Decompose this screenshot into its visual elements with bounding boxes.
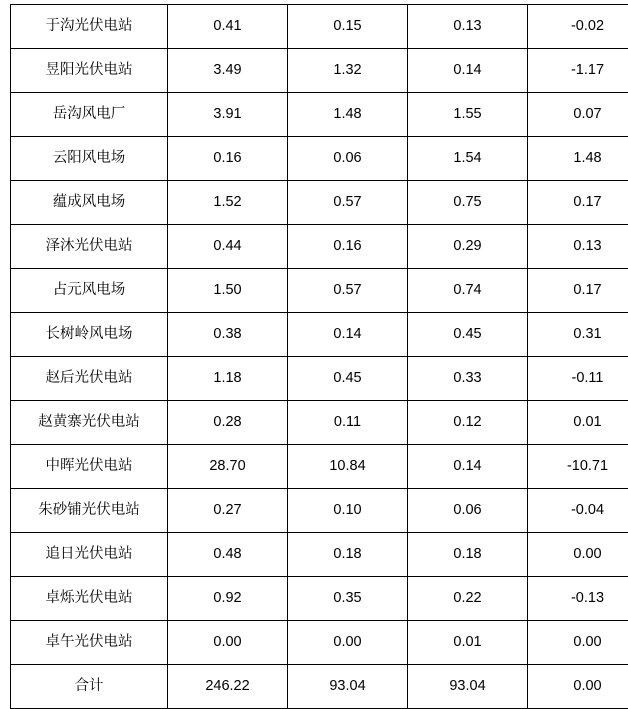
cell-value-4: 0.07 [528,93,628,137]
cell-name: 于沟光伏电站 [11,5,168,49]
cell-value-2: 0.00 [288,621,408,665]
table-row [11,401,628,445]
cell-name: 卓烁光伏电站 [11,577,168,621]
cell-value-4: -0.13 [528,577,628,621]
table-row [11,445,628,489]
cell-value-1: 0.48 [168,533,288,577]
cell-value-3: 0.12 [408,401,528,445]
cell-value-4: -0.11 [528,357,628,401]
cell-value-2: 0.15 [288,5,408,49]
cell-value-3: 0.45 [408,313,528,357]
table-row [11,49,628,93]
cell-value-3: 0.74 [408,269,528,313]
table-row [11,357,628,401]
cell-value-2: 0.16 [288,225,408,269]
cell-value-3: 0.18 [408,533,528,577]
cell-value-4: 0.01 [528,401,628,445]
cell-value-1: 0.38 [168,313,288,357]
cell-value-1: 0.28 [168,401,288,445]
cell-name: 卓午光伏电站 [11,621,168,665]
cell-value-2: 0.06 [288,137,408,181]
cell-value-3: 93.04 [408,665,528,709]
cell-name: 合计 [11,665,168,709]
table-row [11,533,628,577]
cell-name: 长树岭风电场 [11,313,168,357]
cell-name: 赵黄寨光伏电站 [11,401,168,445]
cell-value-3: 0.29 [408,225,528,269]
cell-value-1: 0.16 [168,137,288,181]
cell-name: 泽沐光伏电站 [11,225,168,269]
cell-value-2: 1.48 [288,93,408,137]
cell-value-2: 93.04 [288,665,408,709]
cell-name: 占元风电场 [11,269,168,313]
cell-name: 岳沟风电厂 [11,93,168,137]
cell-value-1: 1.52 [168,181,288,225]
cell-value-2: 0.57 [288,269,408,313]
cell-value-4: -10.71 [528,445,628,489]
table-row [11,137,628,181]
cell-value-3: 0.33 [408,357,528,401]
cell-value-3: 1.55 [408,93,528,137]
table-row [11,577,628,621]
cell-value-4: 0.00 [528,533,628,577]
table-row [11,665,628,709]
cell-value-4: -0.04 [528,489,628,533]
table-body [11,5,628,709]
cell-value-1: 246.22 [168,665,288,709]
cell-value-1: 0.44 [168,225,288,269]
cell-value-4: 0.13 [528,225,628,269]
cell-name: 追日光伏电站 [11,533,168,577]
cell-name: 昱阳光伏电站 [11,49,168,93]
cell-value-2: 0.14 [288,313,408,357]
cell-name: 云阳风电场 [11,137,168,181]
cell-name: 朱砂铺光伏电站 [11,489,168,533]
cell-name: 中晖光伏电站 [11,445,168,489]
cell-value-3: 0.14 [408,49,528,93]
cell-value-2: 0.18 [288,533,408,577]
cell-value-3: 0.13 [408,5,528,49]
cell-value-3: 0.75 [408,181,528,225]
cell-value-3: 0.06 [408,489,528,533]
cell-value-1: 0.41 [168,5,288,49]
cell-value-2: 10.84 [288,445,408,489]
cell-value-3: 0.01 [408,621,528,665]
data-table [10,4,628,709]
cell-value-2: 0.45 [288,357,408,401]
cell-value-4: 0.17 [528,181,628,225]
cell-value-1: 0.92 [168,577,288,621]
cell-value-1: 3.91 [168,93,288,137]
table-row [11,489,628,533]
cell-value-1: 1.18 [168,357,288,401]
table-row [11,269,628,313]
cell-value-2: 0.57 [288,181,408,225]
table-row [11,313,628,357]
cell-name: 赵后光伏电站 [11,357,168,401]
cell-value-4: 1.48 [528,137,628,181]
table-row [11,93,628,137]
cell-value-2: 0.11 [288,401,408,445]
cell-value-1: 0.00 [168,621,288,665]
cell-value-1: 28.70 [168,445,288,489]
table-row [11,225,628,269]
cell-value-2: 0.35 [288,577,408,621]
cell-value-1: 1.50 [168,269,288,313]
cell-value-4: 0.31 [528,313,628,357]
table-row [11,621,628,665]
cell-value-1: 0.27 [168,489,288,533]
table-row [11,5,628,49]
cell-value-3: 0.22 [408,577,528,621]
cell-value-4: -1.17 [528,49,628,93]
cell-name: 蕴成风电场 [11,181,168,225]
cell-value-2: 1.32 [288,49,408,93]
cell-value-4: 0.00 [528,621,628,665]
table-row [11,181,628,225]
cell-value-4: 0.17 [528,269,628,313]
cell-value-4: -0.02 [528,5,628,49]
cell-value-4: 0.00 [528,665,628,709]
cell-value-1: 3.49 [168,49,288,93]
cell-value-3: 1.54 [408,137,528,181]
cell-value-2: 0.10 [288,489,408,533]
cell-value-3: 0.14 [408,445,528,489]
